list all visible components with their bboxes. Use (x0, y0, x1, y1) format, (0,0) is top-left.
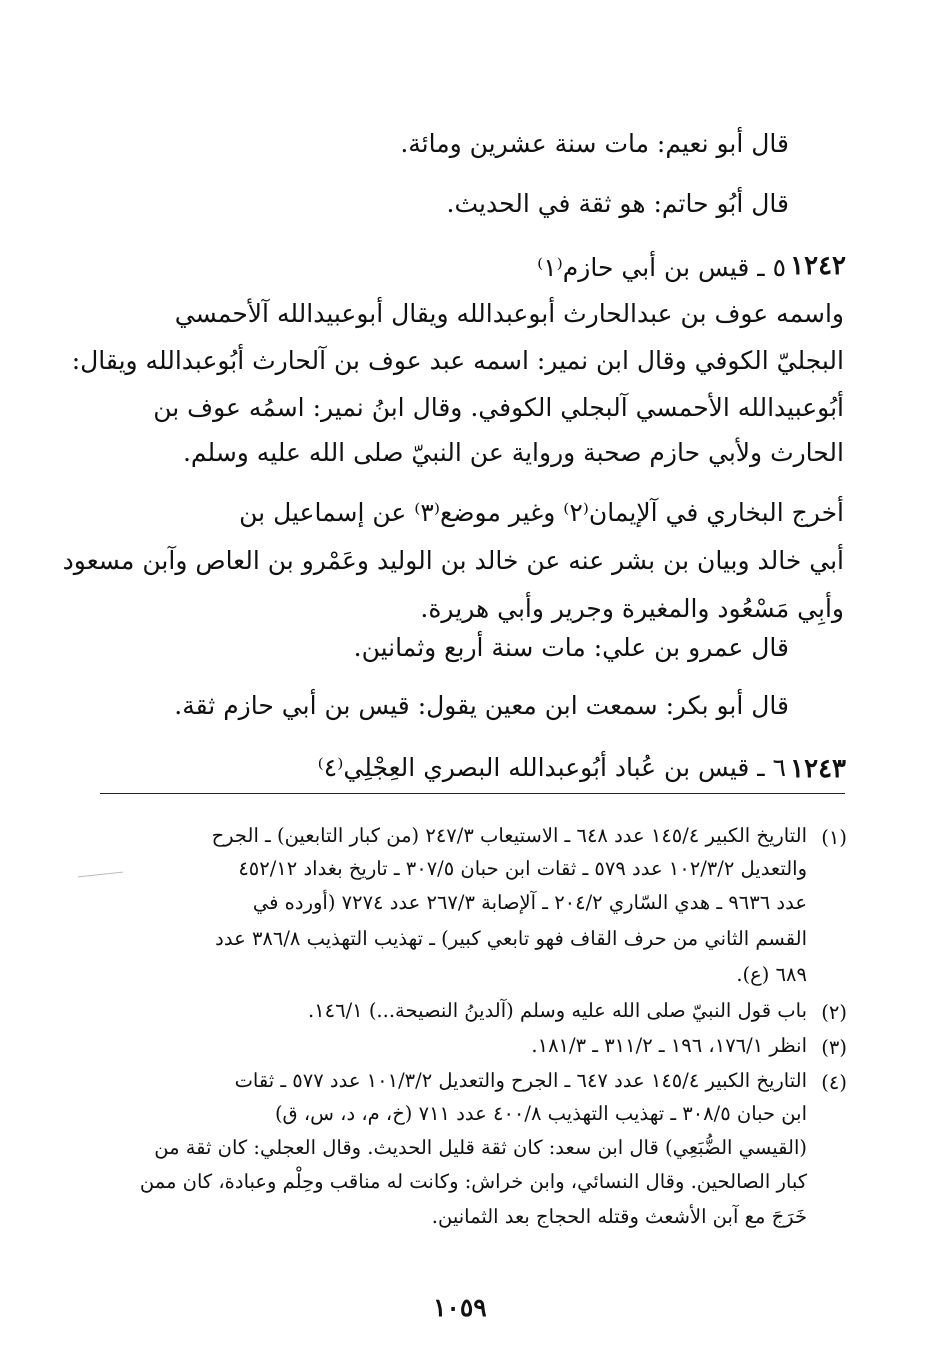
entry-title: ٦ ـ قيس بن عُباد أبُوعبدالله البصري العِجْلِي⁽٤⁾ (317, 753, 786, 782)
footnote-line: (القيسي الضُّبَعِي) قال ابن سعد: كان ثقة قليل الحديث. وقال العجلي: كان ثقة من (154, 1136, 807, 1159)
footnote-marker: (٣) (821, 1036, 847, 1059)
footnote-marker: (٤) (821, 1071, 847, 1094)
entry-text-line: وأبِي مَسْعُود والمغيرة وجرير وأبي هريرة. (420, 594, 844, 623)
footnote-line: خَرَجَ مع آبن الأشعث وقتله الحجاج بعد الثمانين. (431, 1205, 807, 1228)
entry-number: ١٢٤٣ (790, 754, 846, 784)
entry-text-line: أبي خالد وبيان بن بشر عنه عن خالد بن الوليد وعَمْرو بن العاص وآبن مسعود (62, 546, 844, 575)
body-line-abu-hatim: قال أبُو حاتم: هو ثقة في الحديث. (446, 189, 789, 218)
page-number: ١٠٥٩ (433, 1293, 487, 1322)
footnote-line: التاريخ الكبير ١٤٥/٤ عدد ٦٤٧ ـ الجرح والتعديل ١٠١/٣/٢ عدد ٥٧٧ ـ ثقات (234, 1069, 807, 1092)
body-line-abu-nuaim: قال أبو نعيم: مات سنة عشرين ومائة. (400, 129, 789, 158)
footnote-line: عدد ٩٦٣٦ ـ هدي السّاري ٢٠٤/٢ ـ آلإصابة ٢٦٧/٣ عدد ٧٢٧٤ (أورده في (252, 891, 807, 914)
footnote-marker: (٢) (821, 1001, 847, 1024)
entry-text-line: الحارث ولأبي حازم صحبة ورواية عن النبيّ صلى الله عليه وسلم. (182, 438, 844, 467)
footnote-line: التاريخ الكبير ١٤٥/٤ عدد ٦٤٨ ـ الاستيعاب ٢٤٧/٣ (من كبار التابعين) ـ الجرح (211, 824, 807, 847)
footnote-line: والتعديل ١٠٢/٣/٢ عدد ٥٧٩ ـ ثقات ابن حبان ٣٠٧/٥ ـ تاريخ بغداد ٤٥٢/١٢ (238, 857, 807, 880)
entry-text-line: واسمه عوف بن عبدالحارث أبوعبدالله ويقال أبوعبيدالله آلأحمسي (174, 299, 844, 328)
footnote-line: ابن حبان ٣٠٨/٥ ـ تهذيب التهذيب ٤٠٠/٨ عدد ٧١١ (خ، م، د، س، ق) (274, 1102, 807, 1125)
entry-text-line: أبُوعبيدالله الأحمسي آلبجلي الكوفي. وقال ابنُ نمير: اسمُه عوف بن (153, 393, 844, 422)
footnote-marker: (١) (821, 826, 847, 849)
footnote-line: القسم الثاني من حرف القاف فهو تابعي كبير) ـ تهذيب التهذيب ٣٨٦/٨ عدد (215, 927, 807, 950)
entry-text-line: قال أبو بكر: سمعت ابن معين يقول: قيس بن أبي حازم ثقة. (174, 691, 789, 720)
footnote-line: ٦٨٩ (ع). (736, 963, 807, 986)
entry-title: ٥ ـ قيس بن أبي حازم⁽١⁾ (537, 253, 786, 282)
footnote-line: باب قول النبيّ صلى الله عليه وسلم (آلدينُ النصيحة...) ١٤٦/١. (307, 999, 807, 1022)
entry-text-line: البجليّ الكوفي وقال ابن نمير: اسمه عبد عوف بن آلحارث أبُوعبدالله ويقال: (71, 346, 844, 375)
entry-text-line: أخرج البخاري في آلإيمان⁽٢⁾ وغير موضع⁽٣⁾ عن إسماعيل بن (239, 498, 844, 527)
entry-text-line: قال عمرو بن علي: مات سنة أربع وثمانين. (353, 633, 789, 662)
footnote-line: انظر ١٧٦/١، ١٩٦ ـ ٣١١/٢ ـ ١٨١/٣. (531, 1034, 807, 1057)
footnote-line: كبار الصالحين. وقال النسائي، وابن خراش: وكانت له مناقب وحِلْم وعبادة، كان ممن (139, 1170, 807, 1193)
entry-number: ١٢٤٢ (790, 251, 846, 281)
footnote-separator (100, 793, 845, 794)
scan-artifact (78, 872, 123, 878)
